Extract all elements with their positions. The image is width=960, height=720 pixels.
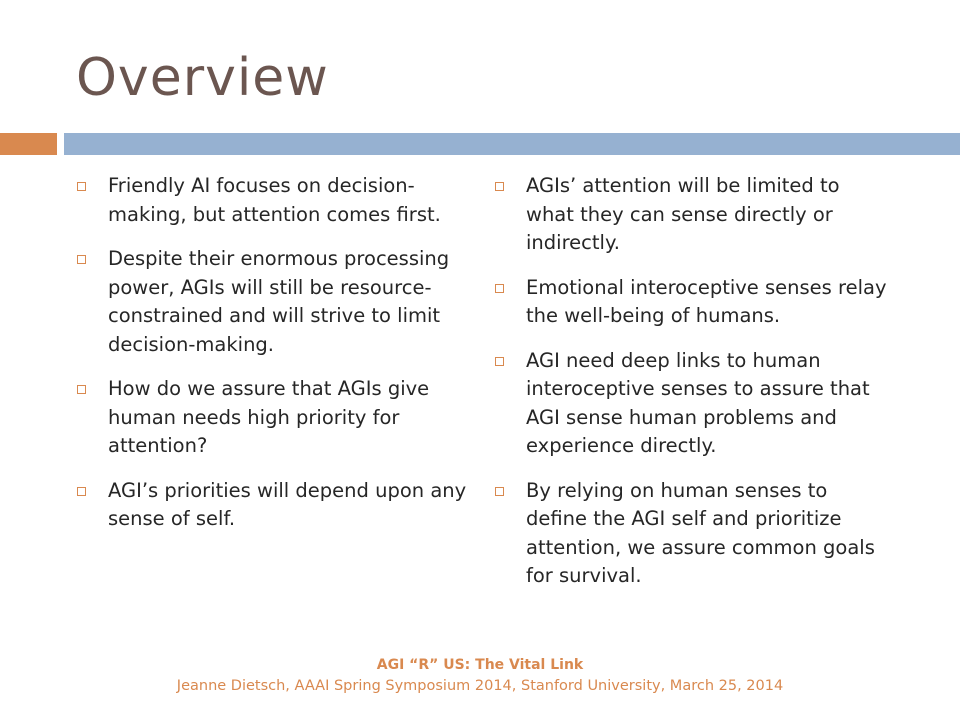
- bullet-text: AGI’s priorities will depend upon any sense of self.: [108, 478, 467, 530]
- title-divider-bar: [64, 133, 960, 155]
- square-bullet-icon: [495, 182, 504, 191]
- square-bullet-icon: [77, 487, 86, 496]
- bullet-text: AGI need deep links to human interoceptive senses to assure that AGI sense human problems and experience directly.: [526, 348, 870, 457]
- square-bullet-icon: [495, 284, 504, 293]
- bullet-text: AGIs’ attention will be limited to what they can sense directly or indirectly.: [526, 174, 840, 254]
- bullet-item: [494, 347, 889, 461]
- left-column: [76, 172, 476, 550]
- bullet-item: [494, 477, 889, 591]
- square-bullet-icon: [77, 182, 86, 191]
- square-bullet-icon: [77, 385, 86, 394]
- bullet-item: [76, 477, 476, 534]
- slide-title: Overview: [76, 48, 329, 108]
- bullet-item: [494, 274, 889, 331]
- square-bullet-icon: [495, 487, 504, 496]
- bullet-text: Despite their enormous processing power, AGIs will still be resource-constrained and will strive to limit decision-making.: [108, 247, 450, 356]
- square-bullet-icon: [77, 255, 86, 264]
- footer-credit: Jeanne Dietsch, AAAI Spring Symposium 2014, Stanford University, March 25, 2014: [176, 678, 784, 694]
- square-bullet-icon: [495, 357, 504, 366]
- bullet-text: By relying on human senses to define the AGI self and prioritize attention, we assure common goals for survival.: [526, 478, 875, 587]
- bullet-item: [76, 245, 476, 359]
- bullet-text: Emotional interoceptive senses relay the well-being of humans.: [526, 275, 887, 327]
- footer-title: AGI “R” US: The Vital Link: [376, 657, 584, 673]
- bullet-item: [494, 172, 889, 258]
- right-column: [494, 172, 889, 607]
- bullet-text: Friendly AI focuses on decision-making, but attention comes first.: [108, 174, 441, 226]
- accent-bar: [0, 133, 57, 155]
- bullet-item: [76, 172, 476, 229]
- bullet-item: [76, 375, 476, 461]
- bullet-text: How do we assure that AGIs give human needs high priority for attention?: [108, 377, 430, 457]
